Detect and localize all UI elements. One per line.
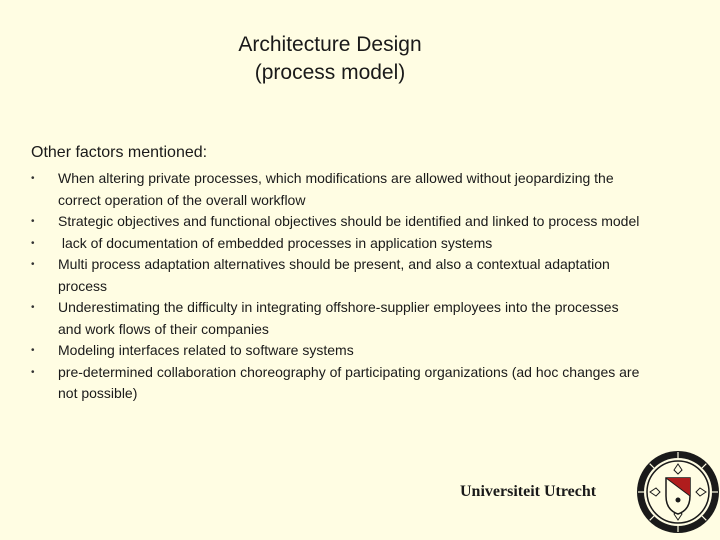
intro-text: Other factors mentioned: [31, 144, 208, 161]
university-logo [458, 446, 720, 540]
bullet-item [30, 254, 640, 297]
bullet-item [30, 233, 640, 255]
bullet-text: Strategic objectives and functional objectives should be identified and linked to process model [58, 213, 640, 229]
bullet-item [30, 340, 640, 362]
bullet-list [30, 168, 640, 405]
bullet-icon: • [31, 345, 35, 356]
bullet-icon: • [31, 302, 35, 313]
university-wordmark: Universiteit Utrecht [460, 483, 597, 500]
bullet-text: Modeling interfaces related to software systems [58, 342, 354, 358]
bullet-icon: • [31, 366, 35, 378]
bullet-item [30, 362, 640, 405]
slide-title [130, 31, 530, 87]
bullet-item [30, 211, 640, 233]
bullet-item [30, 297, 640, 340]
university-seal-icon [636, 450, 720, 534]
bullet-text: Multi process adaptation alternatives should be present, and also a contextual adaptation process [58, 256, 610, 294]
bullet-icon: • [31, 216, 35, 227]
bullet-text: When altering private processes, which modifications are allowed without jeopardizing the correct operation of the overall workflow [58, 170, 614, 208]
title-line-1: Architecture Design [238, 33, 422, 56]
bullet-text: pre-determined collaboration choreography of participating organizations (ad hoc changes are not possible) [58, 363, 640, 401]
bullet-text: lack of documentation of embedded processes in application systems [58, 234, 493, 251]
bullet-item [30, 168, 640, 211]
bullet-icon: • [31, 173, 35, 184]
bullet-icon: • [31, 259, 35, 270]
title-line-2: (process model) [254, 61, 406, 84]
bullet-icon: • [31, 237, 35, 249]
bullet-text: Underestimating the difficulty in integrating offshore-supplier employees into the processes and work flows of their companies [58, 299, 619, 337]
